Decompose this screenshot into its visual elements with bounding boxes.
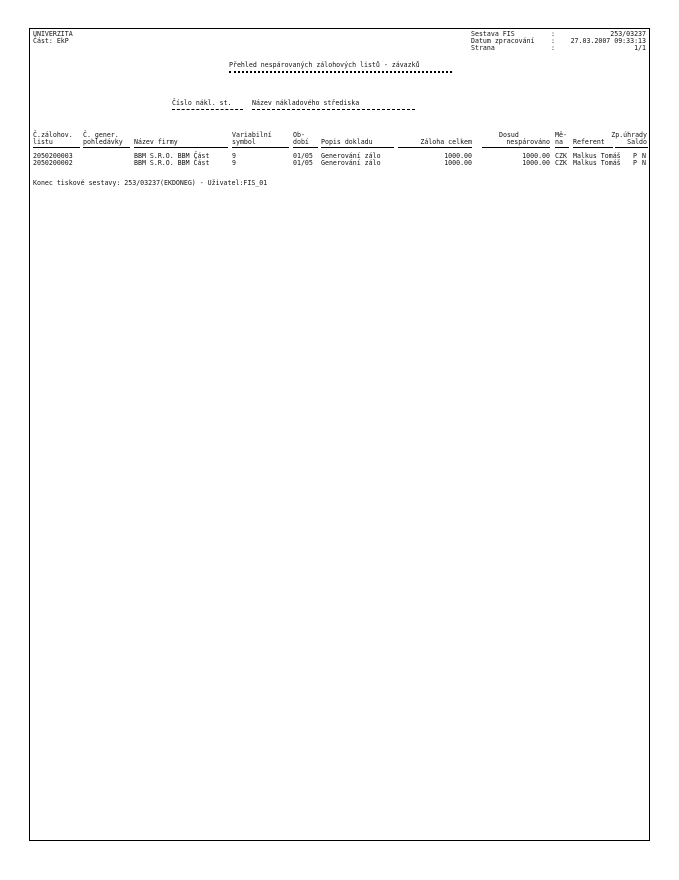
page-label: Strana [471,44,495,52]
underline-total [398,147,472,148]
underline-payment [615,147,648,148]
cell-num: 2050200003 [33,152,73,160]
underline-referent [573,147,613,148]
report-end-line: Konec tiskové sestavy: 253/03237(EKDONEG) - Uživatel:FIS_01 [33,179,268,187]
col-header-vs-1: Variabilní [232,131,272,139]
cell-firm: BBM S.R.O. BBM Část [134,152,210,160]
cell-payment: P [633,159,637,167]
col-header-period-2: dobí [293,138,309,146]
col-header-gen-1: Č. gener. [83,131,119,139]
col-header-desc: Popis dokladu [321,138,373,146]
cell-saldo: N [642,159,646,167]
col-header-gen-2: pohledávky [83,138,123,146]
title-underline [229,71,452,73]
cell-vs: 9 [232,152,236,160]
underline-num [33,147,80,148]
underline-unpaired [482,147,550,148]
col-header-total: Záloha celkem [420,138,472,146]
underline-gen [83,147,130,148]
cell-num: 2050200002 [33,159,73,167]
cost-center-number-label: Číslo nákl. st. [172,99,232,107]
cell-currency: CZK [555,159,567,167]
col-header-vs-2: symbol [232,138,256,146]
report-label: Sestava FIS [471,30,515,38]
col-header-unpaired-1: Dosud [499,131,519,139]
cell-desc: Generování zálo [321,159,381,167]
cell-desc: Generování zálo [321,152,381,160]
underline-firm [134,147,228,148]
cost-center-name-underline [252,109,415,110]
cell-period: 01/05 [293,152,313,160]
col-header-num-1: Č.zálohov. [33,131,73,139]
report-sep: : [551,30,555,38]
cell-total: 1000.00 [444,152,472,160]
col-header-period-1: Ob- [293,131,305,139]
report-number: 253/03237 [610,30,646,38]
cell-total: 1000.00 [444,159,472,167]
cell-unpaired: 1000.00 [522,159,550,167]
col-header-unpaired-2: nespárováno [506,138,550,146]
col-header-firm: Název firmy [134,138,178,146]
col-header-payment: Zp.úhrady [611,131,647,139]
cost-center-number-underline [172,109,243,110]
underline-desc [321,147,394,148]
report-title: Přehled nespárovaných zálohových listů - závazků [229,61,420,69]
underline-currency [555,147,569,148]
report-page [29,28,650,841]
cell-referent: Malkus Tomáš [573,152,621,160]
date-label: Datum zpracování [471,37,535,45]
cell-currency: CZK [555,152,567,160]
col-header-num-2: listu [33,138,53,146]
page-number: 1/1 [634,44,646,52]
page-sep: : [551,44,555,52]
cell-vs: 9 [232,159,236,167]
cell-saldo: N [642,152,646,160]
cell-referent: Malkus Tomáš [573,159,621,167]
col-header-referent: Referent [573,138,605,146]
underline-vs [232,147,289,148]
col-header-saldo: Saldo [627,138,647,146]
date-sep: : [551,37,555,45]
underline-period [293,147,318,148]
cell-period: 01/05 [293,159,313,167]
col-header-currency-2: na [555,138,563,146]
date-value: 27.03.2007 09:33:13 [570,37,646,45]
cost-center-name-label: Název nákladového střediska [252,99,360,107]
col-header-currency-1: Mě- [555,131,567,139]
cell-firm: BBM S.R.O. BBM Část [134,159,210,167]
org-part: Část: EkP [33,37,69,45]
org-name: UNIVERZITA [33,30,73,38]
cell-payment: P [633,152,637,160]
cell-unpaired: 1000.00 [522,152,550,160]
